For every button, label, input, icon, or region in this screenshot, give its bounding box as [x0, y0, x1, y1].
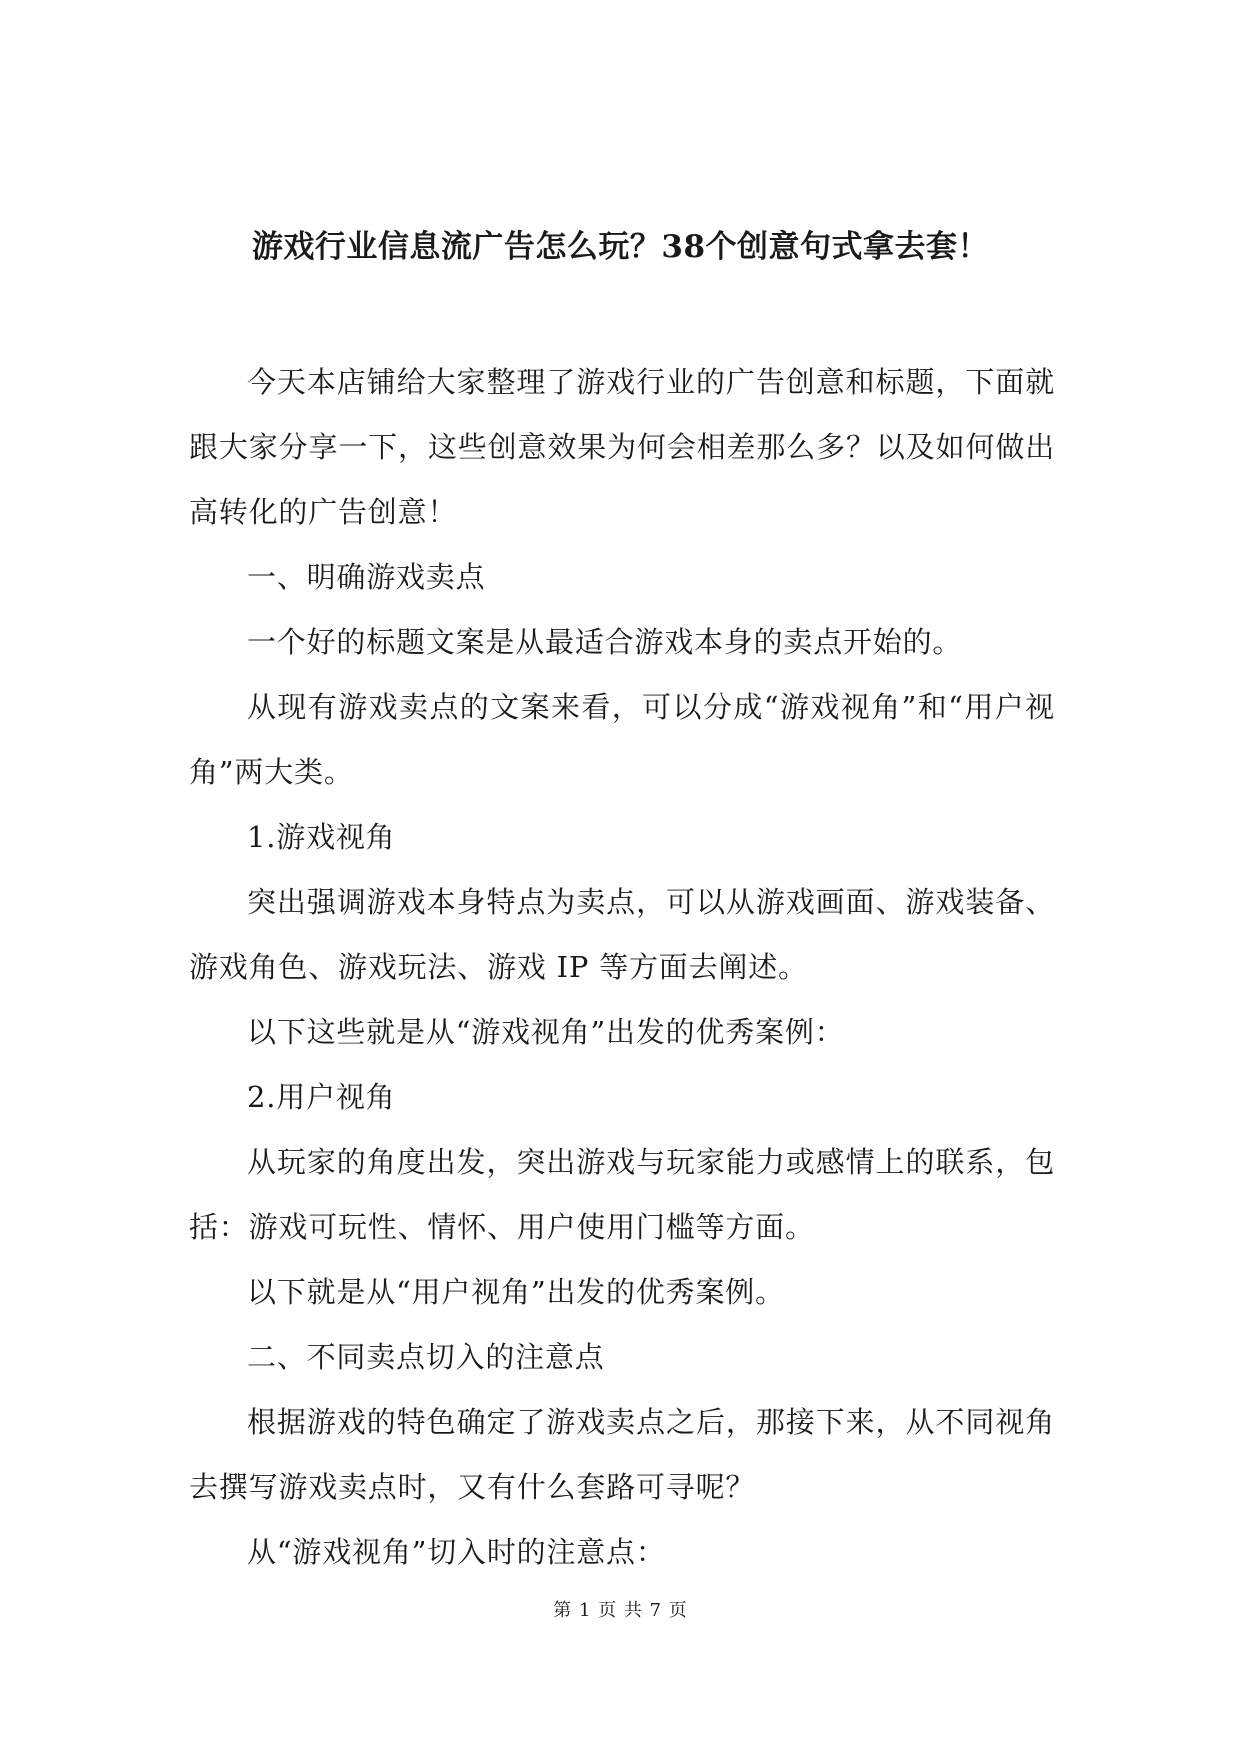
paragraph: 从“游戏视角”切入时的注意点： — [247, 1535, 666, 1569]
subheading-game-perspective: 1.游戏视角 — [247, 820, 396, 854]
paragraph: 突出强调游戏本身特点为卖点，可以从游戏画面、游戏装备、游戏角色、游戏玩法、游戏 IP 等方面去阐述。 — [189, 885, 1055, 984]
paragraph: 一个好的标题文案是从最适合游戏本身的卖点开始的。 — [247, 625, 963, 659]
paragraph: 从玩家的角度出发，突出游戏与玩家能力或感情上的联系，包括：游戏可玩性、情怀、用户使用门槛等方面。 — [189, 1145, 1055, 1244]
paragraph: 从现有游戏卖点的文案来看，可以分成“游戏视角”和“用户视角”两大类。 — [189, 690, 1055, 789]
document-title: 游戏行业信息流广告怎么玩？38个创意句式拿去套！ — [251, 229, 990, 265]
page-footer: 第 1 页 共 7 页 — [553, 1600, 688, 1621]
paragraph: 以下就是从“用户视角”出发的优秀案例。 — [247, 1275, 785, 1309]
subheading-user-perspective: 2.用户视角 — [247, 1080, 396, 1114]
paragraph-intro: 今天本店铺给大家整理了游戏行业的广告创意和标题，下面就跟大家分享一下，这些创意效果为何会相差那么多？以及如何做出高转化的广告创意！ — [189, 365, 1055, 529]
paragraph: 根据游戏的特色确定了游戏卖点之后，那接下来，从不同视角去撰写游戏卖点时，又有什么套路可寻呢？ — [189, 1405, 1055, 1504]
section-heading-2: 二、不同卖点切入的注意点 — [247, 1340, 605, 1374]
section-heading-1: 一、明确游戏卖点 — [247, 560, 486, 594]
document-body — [189, 350, 1055, 1585]
paragraph: 以下这些就是从“游戏视角”出发的优秀案例： — [247, 1015, 845, 1049]
